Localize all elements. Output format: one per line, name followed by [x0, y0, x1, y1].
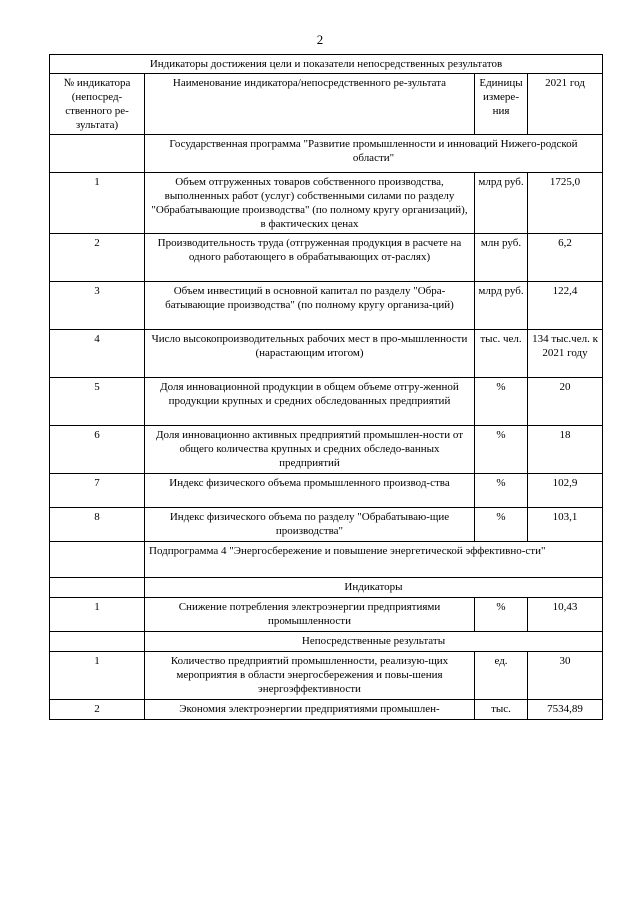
subprogram-row [50, 542, 603, 578]
row-num: 2 [50, 700, 145, 720]
row-unit: тыс. чел. [475, 330, 528, 378]
row-value: 6,2 [528, 234, 603, 282]
row-num: 8 [50, 508, 145, 542]
row-unit: тыс. [475, 700, 528, 720]
row-unit: млн руб. [475, 234, 528, 282]
indicators-section-row [50, 578, 603, 598]
subprogram-title: Подпрограмма 4 "Энергосбережение и повышение энергетической эффективно-сти" [145, 542, 603, 578]
row-name: Доля инновационно активных предприятий промышлен-ности от общего количества крупных и средних обследо-ванных предприятий [145, 426, 475, 474]
table-row [50, 173, 603, 234]
empty-cell [50, 542, 145, 578]
row-unit: % [475, 426, 528, 474]
row-value: 134 тыс.чел. к 2021 году [528, 330, 603, 378]
row-unit: % [475, 598, 528, 632]
row-unit: % [475, 474, 528, 508]
row-name: Индекс физического объема по разделу "Обрабатываю-щие производства" [145, 508, 475, 542]
table-row [50, 700, 603, 720]
row-value: 103,1 [528, 508, 603, 542]
row-name: Объем инвестиций в основной капитал по разделу "Обра-батывающие производства" (по полному кругу организа-ций) [145, 282, 475, 330]
row-num: 6 [50, 426, 145, 474]
table-row [50, 598, 603, 632]
page-number: 2 [316, 32, 324, 47]
row-value: 10,43 [528, 598, 603, 632]
row-num: 4 [50, 330, 145, 378]
row-value: 18 [528, 426, 603, 474]
row-value: 1725,0 [528, 173, 603, 234]
table-row [50, 234, 603, 282]
row-unit: млрд руб. [475, 282, 528, 330]
table-row [50, 330, 603, 378]
indicators-label: Индикаторы [145, 578, 603, 598]
row-name: Индекс физического объема промышленного производ-ства [145, 474, 475, 508]
row-name: Доля инновационной продукции в общем объеме отгру-женной продукции крупных и средних обследованных предприятий [145, 378, 475, 426]
row-value: 102,9 [528, 474, 603, 508]
empty-cell [50, 578, 145, 598]
row-num: 7 [50, 474, 145, 508]
row-name: Экономия электроэнергии предприятиями промышлен- [145, 700, 475, 720]
table-row [50, 426, 603, 474]
row-num: 1 [50, 652, 145, 700]
row-num: 2 [50, 234, 145, 282]
program-row [50, 135, 603, 173]
row-name: Производительность труда (отгруженная продукция в расчете на одного работающего в обрабатывающих от-раслях) [145, 234, 475, 282]
table-title: Индикаторы достижения цели и показатели непосредственных результатов [50, 55, 603, 74]
table-row [50, 378, 603, 426]
empty-cell [50, 135, 145, 173]
results-label: Непосредственные результаты [145, 632, 603, 652]
row-unit: % [475, 378, 528, 426]
row-name: Количество предприятий промышленности, реализую-щих мероприятия в области энергосбережения и повы-шения энергоэффективности [145, 652, 475, 700]
results-section-row [50, 632, 603, 652]
row-unit: млрд руб. [475, 173, 528, 234]
row-value: 30 [528, 652, 603, 700]
row-num: 1 [50, 598, 145, 632]
row-name: Снижение потребления электроэнергии предприятиями промышленности [145, 598, 475, 632]
header-row [50, 74, 603, 135]
row-name: Число высокопроизводительных рабочих мест в про-мышленности (нарастающим итогом) [145, 330, 475, 378]
row-unit: ед. [475, 652, 528, 700]
program-title: Государственная программа "Развитие промышленности и инноваций Нижего-родской области" [145, 135, 603, 173]
header-name: Наименование индикатора/непосредственного ре-зультата [145, 74, 475, 135]
row-num: 5 [50, 378, 145, 426]
table-row [50, 282, 603, 330]
row-name: Объем отгруженных товаров собственного производства, выполненных работ (услуг) собственными силами по разделу "Обрабатывающие производства" (по полному кругу организаций), в фактических ценах [145, 173, 475, 234]
row-value: 20 [528, 378, 603, 426]
row-value: 7534,89 [528, 700, 603, 720]
row-unit: % [475, 508, 528, 542]
row-value: 122,4 [528, 282, 603, 330]
header-unit: Единицы измере-ния [475, 74, 528, 135]
table-row [50, 652, 603, 700]
indicators-table [49, 54, 603, 720]
row-num: 3 [50, 282, 145, 330]
header-year: 2021 год [528, 74, 603, 135]
empty-cell [50, 632, 145, 652]
header-num: № индикатора (непосред-ственного ре-зультата) [50, 74, 145, 135]
row-num: 1 [50, 173, 145, 234]
table-row [50, 508, 603, 542]
table-row [50, 474, 603, 508]
